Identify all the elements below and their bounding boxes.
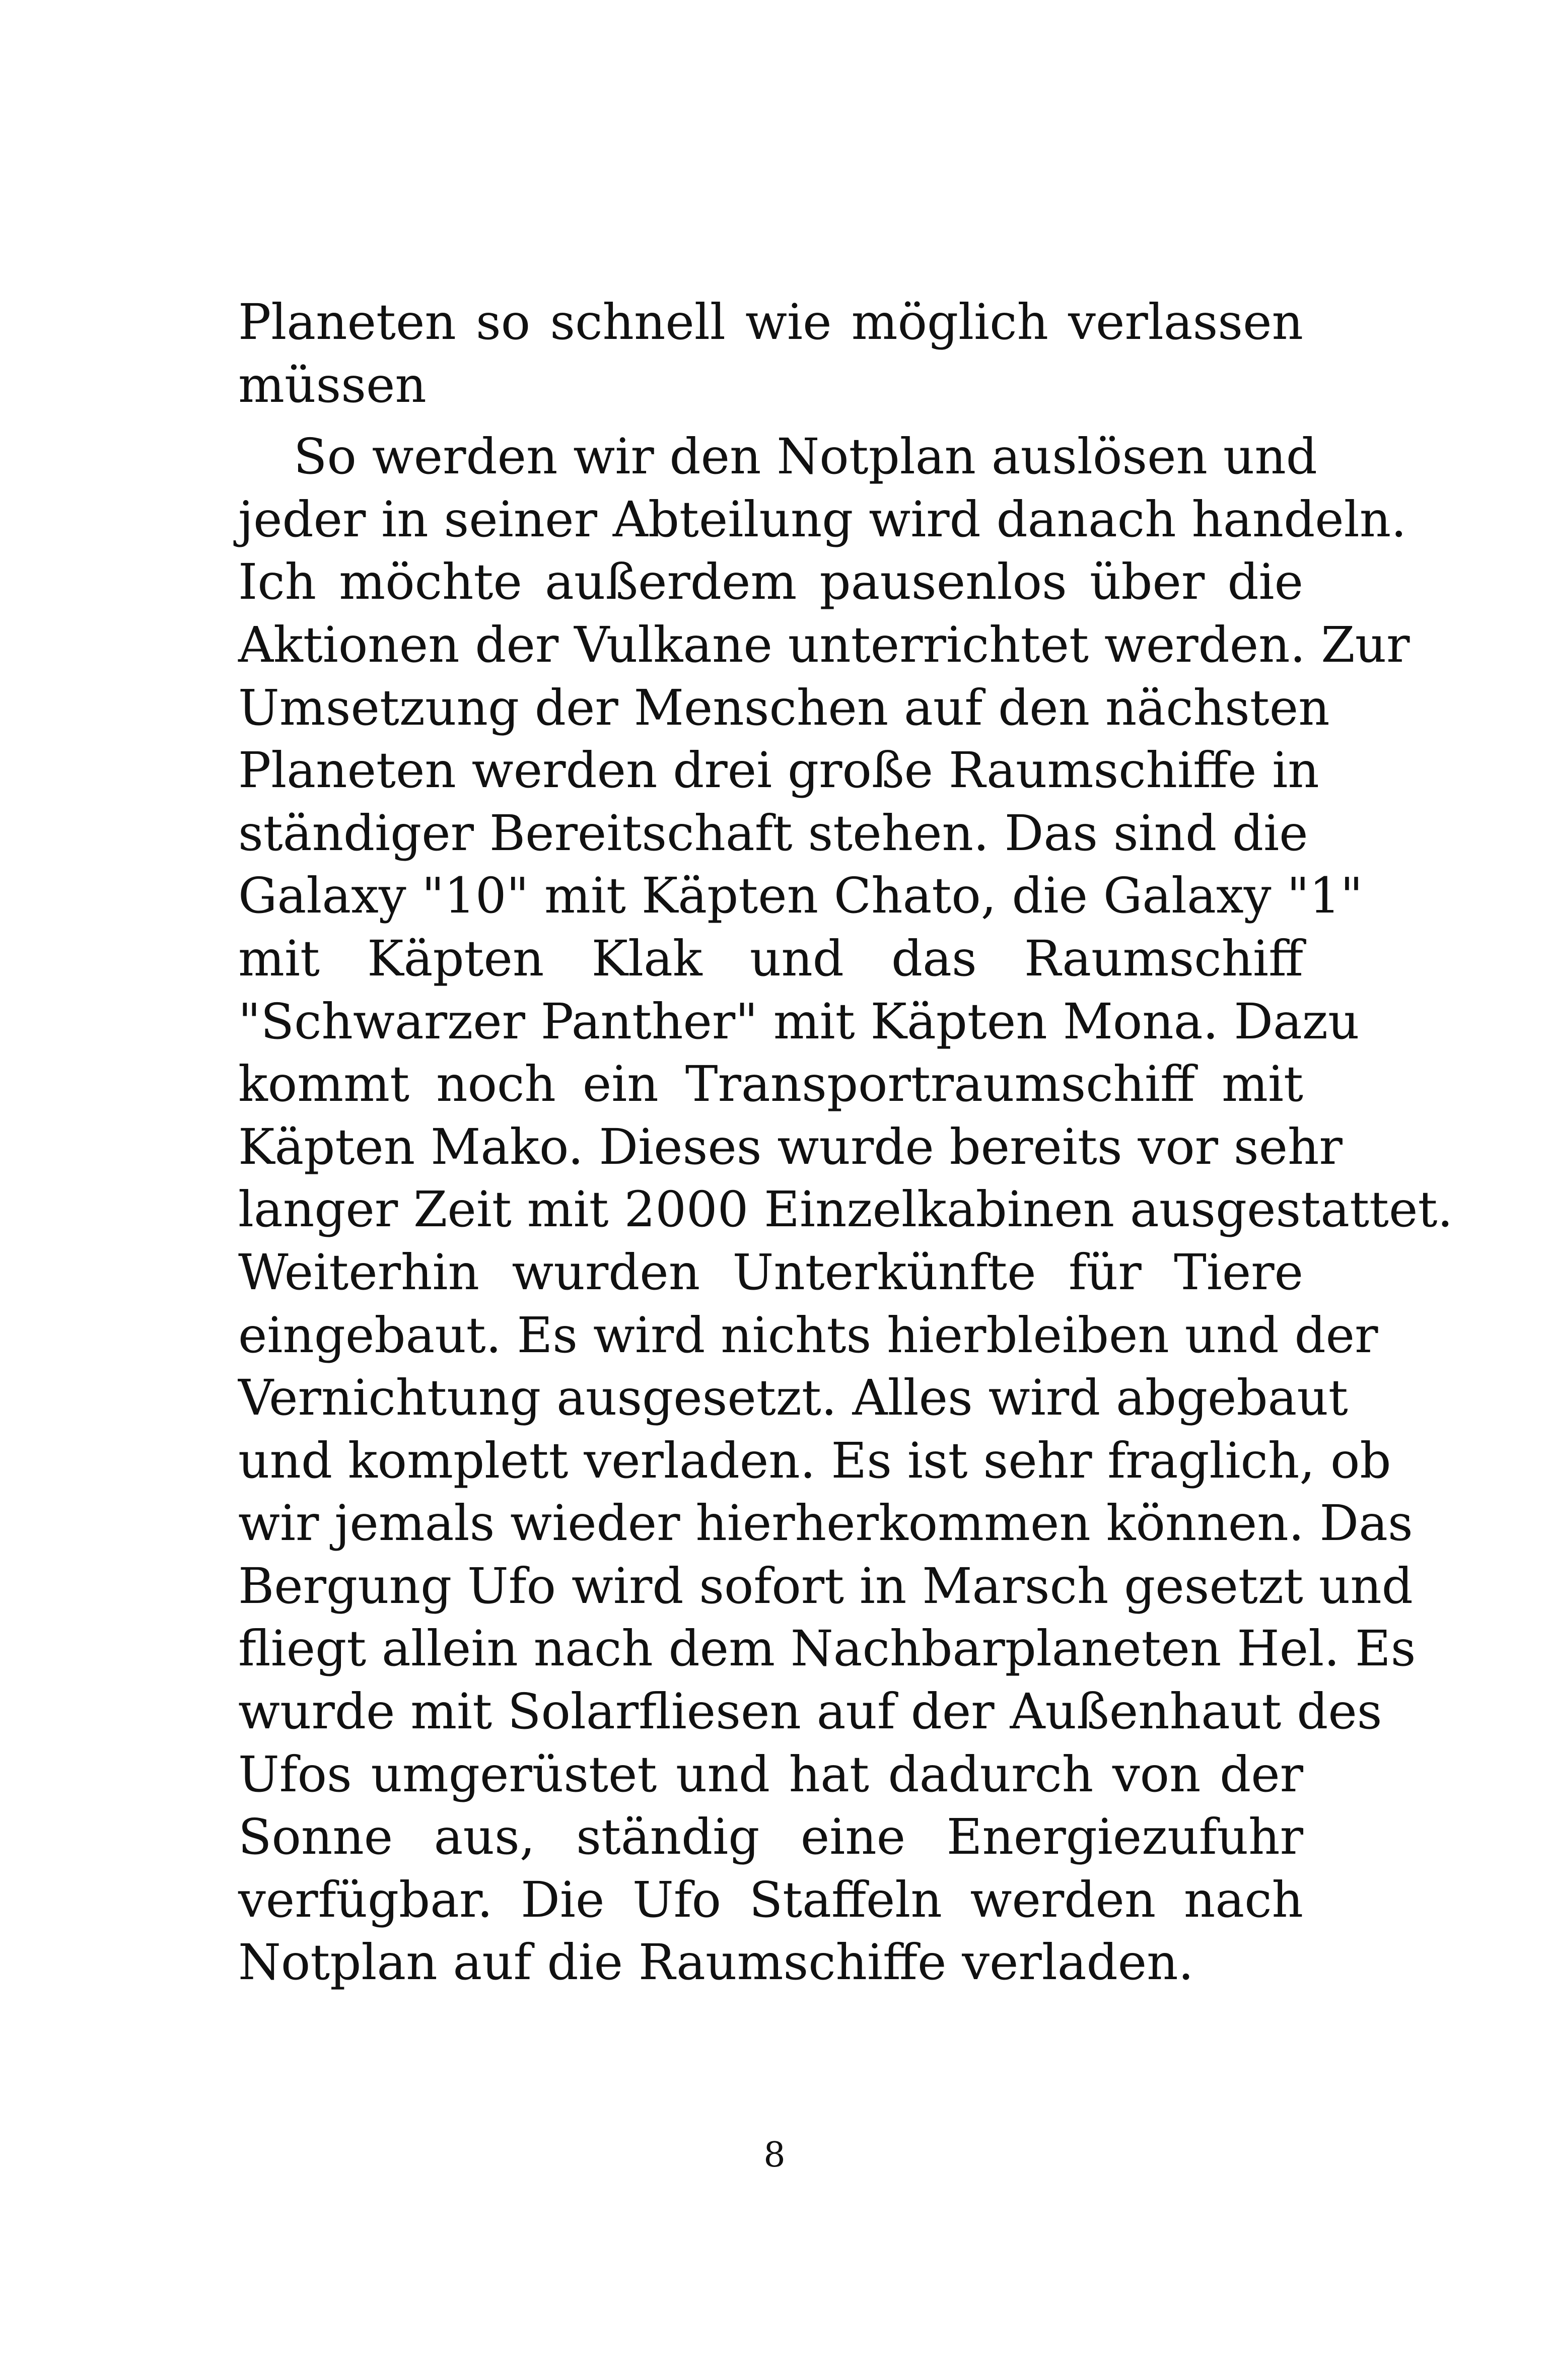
text-line: verfügbar. Die Ufo Staffeln werden nach [238,1871,1303,1928]
text-line: Vernichtung ausgesetzt. Alles wird abgebaut [238,1369,1348,1427]
text-line: Ufos umgerüstet und hat dadurch von der [238,1745,1303,1803]
text-line: Aktionen der Vulkane unterrichtet werden. Zur [238,616,1410,673]
text-line: ständiger Bereitschaft stehen. Das sind die [238,804,1308,862]
text-line: wir jemals wieder hierherkommen können. Das [238,1495,1413,1552]
text-line: Umsetzung der Menschen auf den nächsten [238,679,1330,736]
text-line: Galaxy "10" mit Käpten Chato, die Galaxy "1" [238,867,1363,925]
text-line: "Schwarzer Panther" mit Käpten Mona. Dazu [238,993,1360,1050]
text-line: Weiterhin wurden Unterkünfte für Tiere [238,1243,1303,1301]
text-line: Sonne aus, ständig eine Energiezufuhr [238,1808,1303,1866]
text-line: Notplan auf die Raumschiffe verladen. [238,1934,1194,1991]
text-line: Bergung Ufo wird sofort in Marsch gesetzt und [238,1557,1413,1615]
text-line: Ich möchte außerdem pausenlos über die [238,553,1303,611]
text-line: kommt noch ein Transportraumschiff mit [238,1056,1303,1113]
text-line: eingebaut. Es wird nichts hierbleiben und der [238,1306,1378,1364]
text-line: Planeten werden drei große Raumschiffe in [238,742,1319,799]
text-line: jeder in seiner Abteilung wird danach handeln. [238,491,1407,548]
text-line: wurde mit Solarfliesen auf der Außenhaut des [238,1683,1382,1740]
text-line: Planeten so schnell wie möglich verlassen [238,294,1303,351]
text-line: und komplett verladen. Es ist sehr fraglich, ob [238,1432,1391,1489]
text-line: So werden wir den Notplan auslösen und [294,428,1317,485]
paragraph [238,291,1303,416]
text-line: fliegt allein nach dem Nachbarplaneten Hel. Es [238,1620,1416,1677]
paragraph [238,426,1453,1994]
text-line: müssen [238,356,427,413]
page-number: 8 [763,2135,786,2175]
text-line: langer Zeit mit 2000 Einzelkabinen ausgestattet. [238,1181,1453,1238]
text-line: Käpten Mako. Dieses wurde bereits vor sehr [238,1118,1343,1175]
body-text [238,291,1453,1994]
text-line: mit Käpten Klak und das Raumschiff [238,930,1303,987]
